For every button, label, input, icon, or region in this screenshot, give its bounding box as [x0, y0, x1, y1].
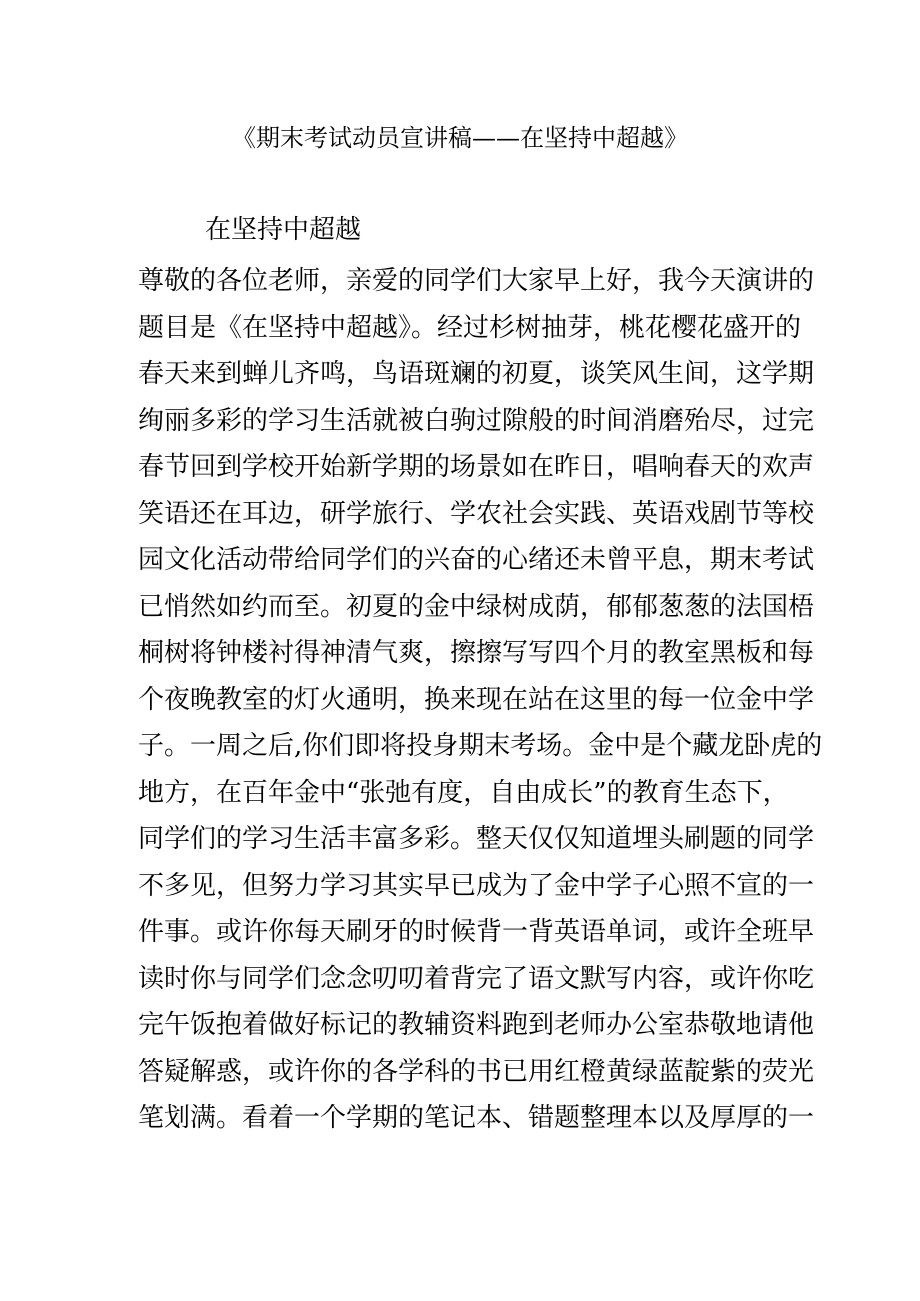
body-line: 子。一周之后,你们即将投身期末考场。金中是个藏龙卧虎的 — [138, 731, 823, 761]
body-line: 桐树将钟楼衬得神清气爽，擦擦写写四个月的教室黑板和每 — [138, 638, 815, 668]
body-line: 笔划满。看着一个学期的笔记本、错题整理本以及厚厚的一 — [138, 1103, 815, 1133]
body-line: 同学们的学习生活丰富多彩。整天仅仅知道埋头刷题的同学 — [138, 824, 815, 854]
body-line: 笑语还在耳边，研学旅行、学农社会实践、英语戏剧节等校 — [138, 498, 815, 529]
body-line: 完午饭抱着做好标记的教辅资料跑到老师办公室恭敬地请他 — [138, 1010, 815, 1040]
body-line: 地方，在百年金中“张弛有度，自由成长”的教育生态下， — [138, 777, 789, 808]
body-line: 尊敬的各位老师，亲爱的同学们大家早上好，我今天演讲的 — [138, 266, 815, 296]
body-line: 已悄然如约而至。初夏的金中绿树成荫，郁郁葱葱的法国梧 — [138, 591, 815, 622]
body-line: 不多见，但努力学习其实早已成为了金中学子心照不宣的一 — [138, 870, 815, 901]
body-line: 题目是《在坚持中超越》。经过杉树抽芽，桃花樱花盛开的 — [138, 312, 802, 343]
body-line: 春天来到蝉儿齐鸣，鸟语斑斓的初夏，谈笑风生间，这学期 — [138, 359, 815, 389]
speech-subtitle: 在坚持中超越 — [205, 215, 362, 245]
body-line: 读时你与同学们念念叨叨着背完了语文默写内容，或许你吃 — [138, 963, 815, 994]
body-line: 绚丽多彩的学习生活就被白驹过隙般的时间消磨殆尽，过完 — [138, 405, 815, 436]
speech-body — [138, 258, 823, 1142]
body-line: 个夜晚教室的灯火通明，换来现在站在这里的每一位金中学 — [138, 684, 815, 715]
body-line: 春节回到学校开始新学期的场景如在昨日，唱响春天的欢声 — [138, 452, 815, 482]
body-line: 件事。或许你每天刷牙的时候背一背英语单词，或许全班早 — [138, 917, 815, 947]
body-line: 答疑解惑，或许你的各学科的书已用红橙黄绿蓝靛紫的荧光 — [138, 1056, 815, 1087]
body-line: 园文化活动带给同学们的兴奋的心绪还未曾平息，期末考试 — [138, 545, 815, 575]
document-title: 《期末考试动员宣讲稿——在坚持中超越》 — [232, 124, 688, 152]
